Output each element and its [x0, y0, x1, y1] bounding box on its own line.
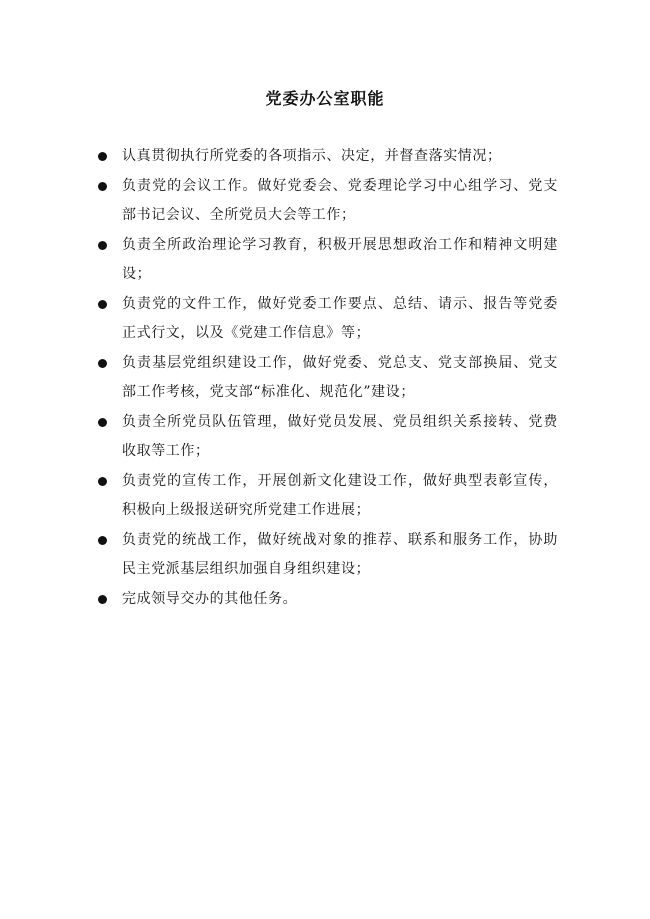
bullet-icon: [98, 595, 107, 604]
duty-text: 负责党的统战工作，做好统战对象的推荐、联系和服务工作，协助民主党派基层组织加强自身组织建设；: [122, 531, 558, 577]
duty-text: 负责全所党员队伍管理，做好党员发展、党员组织关系接转、党费收取等工作；: [122, 413, 558, 459]
bullet-icon: [98, 536, 107, 545]
duty-list: [98, 142, 558, 614]
bullet-icon: [98, 477, 107, 486]
bullet-icon: [98, 418, 107, 427]
duty-item-1: [98, 142, 558, 172]
duty-text: 认真贯彻执行所党委的各项指示、决定，并督查落实情况；: [122, 148, 502, 164]
duty-text: 负责基层党组织建设工作，做好党委、党总支、党支部换届、党支部工作考核，党支部“标准化、规范化”建设；: [122, 354, 558, 400]
bullet-icon: [98, 359, 107, 368]
bullet-icon: [98, 152, 107, 161]
bullet-icon: [98, 300, 107, 309]
duty-text: 负责党的宣传工作，开展创新文化建设工作，做好典型表彰宣传，积极向上级报送研究所党建工作进展；: [122, 472, 558, 518]
duty-item-8: [98, 526, 558, 585]
duty-item-3: [98, 231, 558, 290]
duty-item-2: [98, 172, 558, 231]
duty-item-6: [98, 408, 558, 467]
duty-item-7: [98, 467, 558, 526]
duty-item-4: [98, 290, 558, 349]
duty-text: 负责全所政治理论学习教育，积极开展思想政治工作和精神文明建设；: [122, 236, 558, 282]
bullet-icon: [98, 182, 107, 191]
document-title: 党委办公室职能: [265, 89, 385, 108]
duty-text: 完成领导交办的其他任务。: [122, 590, 298, 607]
bullet-icon: [98, 241, 107, 250]
duty-text: 负责党的会议工作。做好党委会、党委理论学习中心组学习、党支部书记会议、全所党员大会等工作；: [122, 177, 558, 223]
duty-item-5: [98, 349, 558, 408]
duty-text: 负责党的文件工作，做好党委工作要点、总结、请示、报告等党委正式行文，以及《党建工作信息》等；: [122, 295, 558, 341]
duty-item-9: [98, 585, 558, 615]
